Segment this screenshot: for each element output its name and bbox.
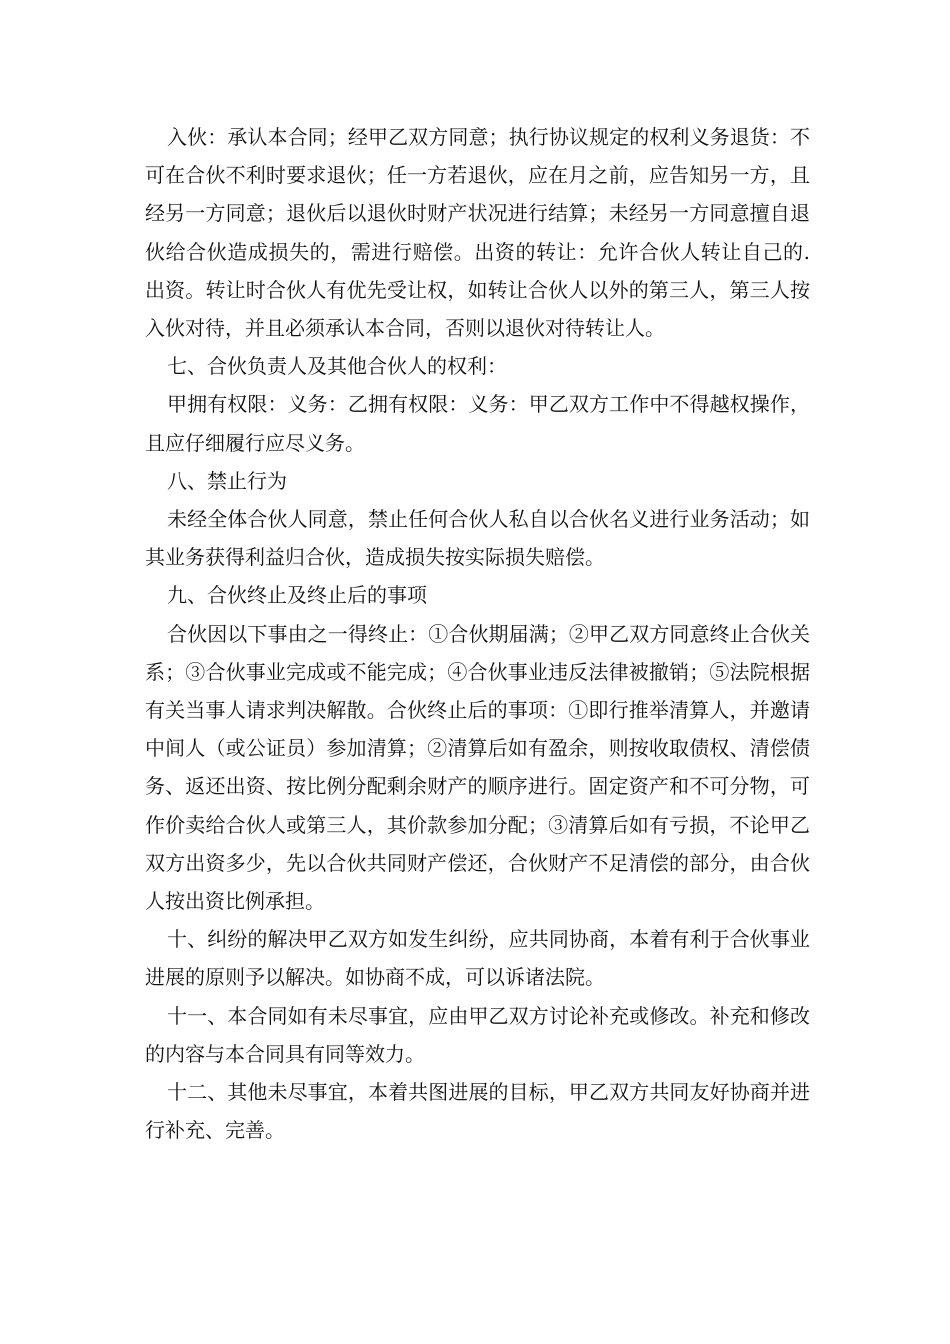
paragraph-other-matters: 十二、其他未尽事宜，本着共图进展的目标，甲乙双方共同友好协商并进行补充、完善。: [145, 1080, 810, 1143]
paragraph-supplements: 十一、本合同如有未尽事宜，应由甲乙双方讨论补充或修改。补充和修改的内容与本合同具有同等效力。: [145, 1003, 810, 1066]
section-heading-7: 七、合伙负责人及其他合伙人的权利：: [167, 354, 507, 379]
paragraph-prohibited-acts: 未经全体合伙人同意，禁止任何合伙人私自以合伙名义进行业务活动；如其业务获得利益归合伙，造成损失按实际损失赔偿。: [145, 507, 810, 570]
document-body: [145, 118, 810, 1149]
section-heading-9: 九、合伙终止及终止后的事项: [167, 583, 427, 608]
paragraph-dispute-resolution: 十、纠纷的解决甲乙双方如发生纠纷，应共同协商，本着有利于合伙事业进展的原则予以解决。如协商不成，可以诉诸法院。: [145, 927, 810, 990]
paragraph-withdrawal-and-transfer: 入伙：承认本合同；经甲乙双方同意；执行协议规定的权利义务退货：不可在合伙不利时要求退伙；任一方若退伙，应在月之前，应告知另一方，且经另一方同意；退伙后以退伙时财产状况进行结算；未经另一方同意擅自退伙给合伙造成损失的，需进行赔偿。出资的转让：允许合伙人转让自己的.出资。转让时合伙人有优先受让权，如转让合伙人以外的第三人，第三人按入伙对待，并且必须承认本合同，否则以退伙对待转让人。: [145, 125, 810, 341]
section-heading-8: 八、禁止行为: [167, 468, 287, 493]
paragraph-rights: 甲拥有权限：义务：乙拥有权限：义务：甲乙双方工作中不得越权操作，且应仔细履行应尽义务。: [145, 392, 810, 455]
paragraph-termination: 合伙因以下事由之一得终止：①合伙期届满；②甲乙双方同意终止合伙关系；③合伙事业完成或不能完成；④合伙事业违反法律被撤销；⑤法院根据有关当事人请求判决解散。合伙终止后的事项：①即行推举清算人，并邀请中间人（或公证员）参加清算；②清算后如有盈余，则按收取债权、清偿债务、返还出资、按比例分配剩余财产的顺序进行。固定资产和不可分物，可作价卖给合伙人或第三人，其价款参加分配；③清算后如有亏损，不论甲乙双方出资多少，先以合伙共同财产偿还，合伙财产不足清偿的部分，由合伙人按出资比例承担。: [145, 621, 810, 914]
